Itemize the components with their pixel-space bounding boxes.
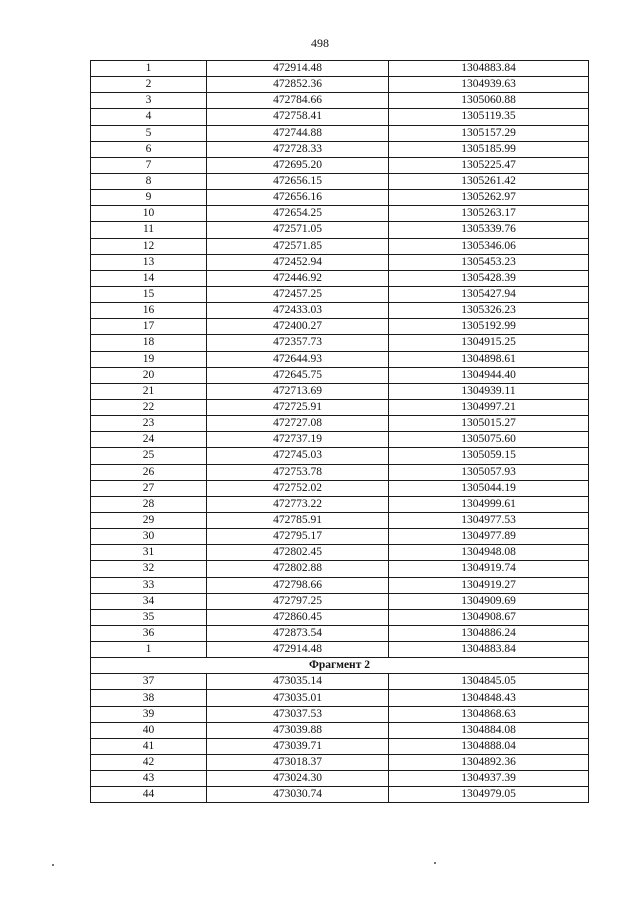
table-row	[91, 496, 589, 512]
table-row	[91, 367, 589, 383]
table-row	[91, 416, 589, 432]
table-row	[91, 93, 589, 109]
point-number-cell: 28	[91, 496, 207, 512]
x-coordinate-cell: 472785.91	[207, 512, 389, 528]
section-title: Фрагмент 2	[91, 658, 589, 674]
x-coordinate-cell: 472745.03	[207, 448, 389, 464]
table-row	[91, 206, 589, 222]
y-coordinate-cell: 1305119.35	[389, 109, 589, 125]
point-number-cell: 25	[91, 448, 207, 464]
x-coordinate-cell: 472656.16	[207, 190, 389, 206]
x-coordinate-cell: 472400.27	[207, 319, 389, 335]
point-number-cell: 40	[91, 722, 207, 738]
x-coordinate-cell: 472656.15	[207, 173, 389, 189]
x-coordinate-cell: 473037.53	[207, 706, 389, 722]
table-row	[91, 448, 589, 464]
table-row	[91, 593, 589, 609]
coordinates-table	[90, 60, 589, 803]
coordinates-table-part2	[91, 674, 589, 803]
scan-speck	[434, 862, 436, 864]
point-number-cell: 10	[91, 206, 207, 222]
table-row	[91, 383, 589, 399]
y-coordinate-cell: 1305157.29	[389, 125, 589, 141]
y-coordinate-cell: 1304948.08	[389, 545, 589, 561]
x-coordinate-cell: 472744.88	[207, 125, 389, 141]
section-fragment-2	[91, 658, 589, 674]
point-number-cell: 17	[91, 319, 207, 335]
x-coordinate-cell: 473035.01	[207, 690, 389, 706]
x-coordinate-cell: 472802.45	[207, 545, 389, 561]
y-coordinate-cell: 1305015.27	[389, 416, 589, 432]
point-number-cell: 24	[91, 432, 207, 448]
y-coordinate-cell: 1305428.39	[389, 270, 589, 286]
point-number-cell: 1	[91, 642, 207, 658]
y-coordinate-cell: 1304892.36	[389, 755, 589, 771]
page-number: 498	[311, 36, 329, 50]
x-coordinate-cell: 472737.19	[207, 432, 389, 448]
point-number-cell: 11	[91, 222, 207, 238]
x-coordinate-cell: 473039.88	[207, 722, 389, 738]
point-number-cell: 36	[91, 625, 207, 641]
table-row	[91, 577, 589, 593]
y-coordinate-cell: 1305326.23	[389, 303, 589, 319]
table-row	[91, 335, 589, 351]
point-number-cell: 37	[91, 674, 207, 690]
x-coordinate-cell: 472571.05	[207, 222, 389, 238]
point-number-cell: 32	[91, 561, 207, 577]
x-coordinate-cell: 472873.54	[207, 625, 389, 641]
point-number-cell: 13	[91, 254, 207, 270]
x-coordinate-cell: 472725.91	[207, 399, 389, 415]
table-row	[91, 642, 589, 658]
x-coordinate-cell: 472773.22	[207, 496, 389, 512]
table-row	[91, 222, 589, 238]
y-coordinate-cell: 1304909.69	[389, 593, 589, 609]
table-row	[91, 432, 589, 448]
y-coordinate-cell: 1304908.67	[389, 609, 589, 625]
point-number-cell: 33	[91, 577, 207, 593]
y-coordinate-cell: 1304977.89	[389, 529, 589, 545]
table-row	[91, 755, 589, 771]
table-row	[91, 125, 589, 141]
table-row	[91, 77, 589, 93]
point-number-cell: 35	[91, 609, 207, 625]
x-coordinate-cell: 472914.48	[207, 61, 389, 77]
x-coordinate-cell: 473030.74	[207, 787, 389, 803]
x-coordinate-cell: 472457.25	[207, 286, 389, 302]
x-coordinate-cell: 472645.75	[207, 367, 389, 383]
y-coordinate-cell: 1305075.60	[389, 432, 589, 448]
point-number-cell: 31	[91, 545, 207, 561]
y-coordinate-cell: 1305225.47	[389, 157, 589, 173]
x-coordinate-cell: 472753.78	[207, 464, 389, 480]
point-number-cell: 26	[91, 464, 207, 480]
x-coordinate-cell: 472798.66	[207, 577, 389, 593]
point-number-cell: 15	[91, 286, 207, 302]
table-row	[91, 303, 589, 319]
point-number-cell: 29	[91, 512, 207, 528]
y-coordinate-cell: 1304919.74	[389, 561, 589, 577]
point-number-cell: 41	[91, 738, 207, 754]
table-row	[91, 270, 589, 286]
y-coordinate-cell: 1305059.15	[389, 448, 589, 464]
x-coordinate-cell: 472727.08	[207, 416, 389, 432]
x-coordinate-cell: 472654.25	[207, 206, 389, 222]
y-coordinate-cell: 1305427.94	[389, 286, 589, 302]
point-number-cell: 5	[91, 125, 207, 141]
point-number-cell: 18	[91, 335, 207, 351]
x-coordinate-cell: 472433.03	[207, 303, 389, 319]
point-number-cell: 30	[91, 529, 207, 545]
table-row	[91, 464, 589, 480]
x-coordinate-cell: 472860.45	[207, 609, 389, 625]
table-row	[91, 254, 589, 270]
table-row	[91, 157, 589, 173]
y-coordinate-cell: 1304919.27	[389, 577, 589, 593]
y-coordinate-cell: 1304979.05	[389, 787, 589, 803]
point-number-cell: 21	[91, 383, 207, 399]
y-coordinate-cell: 1304915.25	[389, 335, 589, 351]
table-row	[91, 238, 589, 254]
point-number-cell: 22	[91, 399, 207, 415]
x-coordinate-cell: 473024.30	[207, 771, 389, 787]
x-coordinate-cell: 472728.33	[207, 141, 389, 157]
point-number-cell: 38	[91, 690, 207, 706]
y-coordinate-cell: 1304997.21	[389, 399, 589, 415]
x-coordinate-cell: 472446.92	[207, 270, 389, 286]
y-coordinate-cell: 1305453.23	[389, 254, 589, 270]
y-coordinate-cell: 1304944.40	[389, 367, 589, 383]
x-coordinate-cell: 473035.14	[207, 674, 389, 690]
x-coordinate-cell: 472797.25	[207, 593, 389, 609]
point-number-cell: 43	[91, 771, 207, 787]
point-number-cell: 34	[91, 593, 207, 609]
y-coordinate-cell: 1304886.24	[389, 625, 589, 641]
table-row	[91, 109, 589, 125]
x-coordinate-cell: 472852.36	[207, 77, 389, 93]
table-row	[91, 722, 589, 738]
point-number-cell: 6	[91, 141, 207, 157]
x-coordinate-cell: 472758.41	[207, 109, 389, 125]
table-row	[91, 561, 589, 577]
point-number-cell: 14	[91, 270, 207, 286]
table-row	[91, 771, 589, 787]
table-row	[91, 190, 589, 206]
table-row	[91, 351, 589, 367]
point-number-cell: 1	[91, 61, 207, 77]
y-coordinate-cell: 1304898.61	[389, 351, 589, 367]
section-header-row	[91, 658, 589, 674]
table-row	[91, 61, 589, 77]
table-row	[91, 529, 589, 545]
x-coordinate-cell: 472914.48	[207, 642, 389, 658]
table-row	[91, 545, 589, 561]
x-coordinate-cell: 473039.71	[207, 738, 389, 754]
x-coordinate-cell: 472357.73	[207, 335, 389, 351]
point-number-cell: 3	[91, 93, 207, 109]
y-coordinate-cell: 1305346.06	[389, 238, 589, 254]
point-number-cell: 9	[91, 190, 207, 206]
x-coordinate-cell: 472795.17	[207, 529, 389, 545]
point-number-cell: 19	[91, 351, 207, 367]
y-coordinate-cell: 1304939.63	[389, 77, 589, 93]
point-number-cell: 16	[91, 303, 207, 319]
scan-speck	[52, 864, 54, 866]
y-coordinate-cell: 1304884.08	[389, 722, 589, 738]
x-coordinate-cell: 472644.93	[207, 351, 389, 367]
y-coordinate-cell: 1304883.84	[389, 642, 589, 658]
point-number-cell: 42	[91, 755, 207, 771]
point-number-cell: 39	[91, 706, 207, 722]
y-coordinate-cell: 1304845.05	[389, 674, 589, 690]
y-coordinate-cell: 1304883.84	[389, 61, 589, 77]
x-coordinate-cell: 472752.02	[207, 480, 389, 496]
point-number-cell: 20	[91, 367, 207, 383]
y-coordinate-cell: 1305057.93	[389, 464, 589, 480]
x-coordinate-cell: 472571.85	[207, 238, 389, 254]
point-number-cell: 4	[91, 109, 207, 125]
point-number-cell: 7	[91, 157, 207, 173]
y-coordinate-cell: 1305044.19	[389, 480, 589, 496]
table-row	[91, 512, 589, 528]
table-row	[91, 738, 589, 754]
y-coordinate-cell: 1305339.76	[389, 222, 589, 238]
x-coordinate-cell: 472784.66	[207, 93, 389, 109]
table-row	[91, 609, 589, 625]
x-coordinate-cell: 472802.88	[207, 561, 389, 577]
y-coordinate-cell: 1304888.04	[389, 738, 589, 754]
y-coordinate-cell: 1305192.99	[389, 319, 589, 335]
y-coordinate-cell: 1304977.53	[389, 512, 589, 528]
table-row	[91, 674, 589, 690]
table-row	[91, 625, 589, 641]
table-row	[91, 706, 589, 722]
y-coordinate-cell: 1305262.97	[389, 190, 589, 206]
table-row	[91, 787, 589, 803]
table-row	[91, 141, 589, 157]
table-row	[91, 286, 589, 302]
y-coordinate-cell: 1304937.39	[389, 771, 589, 787]
table-row	[91, 399, 589, 415]
table-row	[91, 690, 589, 706]
y-coordinate-cell: 1305263.17	[389, 206, 589, 222]
x-coordinate-cell: 473018.37	[207, 755, 389, 771]
point-number-cell: 2	[91, 77, 207, 93]
point-number-cell: 44	[91, 787, 207, 803]
point-number-cell: 12	[91, 238, 207, 254]
point-number-cell: 27	[91, 480, 207, 496]
y-coordinate-cell: 1305261.42	[389, 173, 589, 189]
x-coordinate-cell: 472713.69	[207, 383, 389, 399]
y-coordinate-cell: 1304939.11	[389, 383, 589, 399]
x-coordinate-cell: 472695.20	[207, 157, 389, 173]
x-coordinate-cell: 472452.94	[207, 254, 389, 270]
y-coordinate-cell: 1304868.63	[389, 706, 589, 722]
table-row	[91, 173, 589, 189]
y-coordinate-cell: 1304848.43	[389, 690, 589, 706]
coordinates-table-part1	[91, 61, 589, 658]
y-coordinate-cell: 1305060.88	[389, 93, 589, 109]
point-number-cell: 8	[91, 173, 207, 189]
table-row	[91, 480, 589, 496]
y-coordinate-cell: 1305185.99	[389, 141, 589, 157]
point-number-cell: 23	[91, 416, 207, 432]
y-coordinate-cell: 1304999.61	[389, 496, 589, 512]
table-row	[91, 319, 589, 335]
